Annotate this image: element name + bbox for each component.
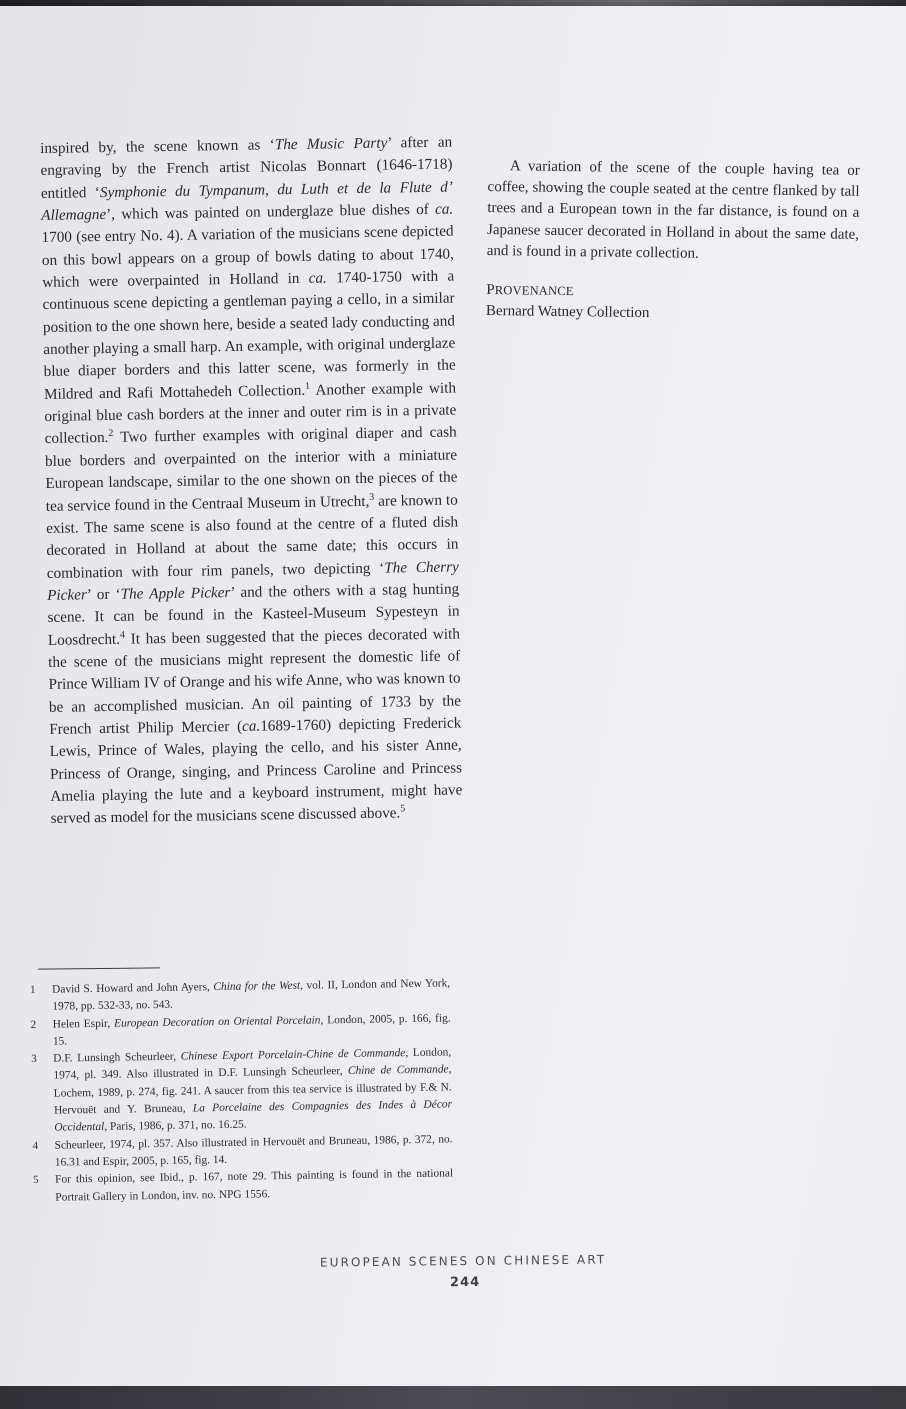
footnote-2: 2 Helen Espir, European Decoration on Oriental Porcelain, London, 2005, p. 166, fig. 15. xyxy=(30,1011,451,1048)
footnotes xyxy=(30,975,453,1206)
side-paragraph: A variation of the scene of the couple having tea or coffee, showing the couple seated at the centre flanked by tall trees and a European town in the far distance, is found on a Japanese saucer decorated in Holland in about the same date, and is found in a private collection. xyxy=(486,158,860,262)
provenance-heading: PROVENANCE xyxy=(486,282,574,299)
book-page xyxy=(0,6,906,1388)
footnote-divider xyxy=(38,967,160,969)
footnote-3: 3 D.F. Lunsingh Scheurleer, Chinese Export Porcelain-Chine de Commande, London, 1974, pl. 349. Also illustrated in D.F. Lunsingh Scheurleer, Chine de Commande, Lochem, 1989, p. 274, fig. 241. A saucer from this tea service is illustrated by F.& N. Hervouët and Y. Bruneau, La Porcelaine des Compagnies des Indes à Décor Occidental, Paris, 1986, p. 371, no. 16.25. xyxy=(31,1046,453,1135)
provenance-value: Bernard Watney Collection xyxy=(485,303,650,322)
side-text-column xyxy=(486,156,860,327)
footnote-ref-1: 1 xyxy=(305,380,311,392)
footnote-5: 5 For this opinion, see Ibid., p. 167, note 29. This painting is found in the national Portrait Gallery in London, inv. no. NPG 1556. xyxy=(33,1167,454,1204)
main-paragraph: inspired by, the scene known as ‘The Music Party’ after an engraving by the French artist Nicolas Bonnart (1646-1718) entitled ‘Symphonie du Tympanum, du Luth et de la Flute d’ Allemagne’, which was painted on underglaze blue dishes of ca. 1700 (see entry No. 4). A variation of the musicians scene depicted on this bowl appears on a group of bowls dating to about 1740, which were overpainted in Holland in ca. 1740-1750 with a continuous scene depicting a gentleman paying a cello, in a similar position to the one shown here, beside a seated lady conducting and another playing a small harp. An example, with original underglaze blue diaper borders and this latter scene, was formerly in the Mildred and Rafi Mottahedeh Collection.$^1$ Another example with original blue cash borders at the inner and outer rim is in a private collection.$^2$ Two further examples with original diaper and cash blue borders and overpainted on the interior with a miniature European landscape, similar to the one shown on the pieces of the tea service found in the Centraal Museum in Utrecht,$^3$ are known to exist. The same scene is also found at the centre of a fluted dish decorated in Holland at about the same date; this occurs in combination with four rim panels, two depicting ‘The Cherry Picker’ or ‘The Apple Picker’ and the others with a stag hunting scene. It can be found in the Kasteel-Museum Sypesteyn in Loosdrecht.$^4$ It has been suggested that the pieces decorated with the scene of the musicians might represent the domestic life of Prince William IV of Orange and his wife Anne, who was known to be an accomplished musician. An oil painting of 1733 by the French artist Philip Mercier (ca.1689-1760) depicting Frederick Lewis, Prince of Wales, playing the cello, and his sister Anne, Princess of Orange, singing, and Princess Caroline and Princess Amelia playing the lute and a keyboard instrument, might have served as model for the musicians scene discussed above.$^5$ xyxy=(40,133,463,828)
footnote-ref-2: 2 xyxy=(108,428,114,440)
footnote-4: 4 Scheurleer, 1974, pl. 357. Also illustrated in Hervouët and Bruneau, 1986, p. 372, no. 16.31 and Espir, 2005, p. 165, fig. 14. xyxy=(32,1133,453,1169)
footnote-ref-4: 4 xyxy=(119,629,126,641)
main-text-column xyxy=(40,132,463,831)
page-number: 244 xyxy=(449,1274,481,1291)
background-strip-bottom xyxy=(0,1386,906,1409)
running-footer-title: EUROPEAN SCENES ON CHINESE ART xyxy=(319,1252,607,1270)
footnote-ref-5: 5 xyxy=(400,803,406,815)
footnote-ref-3: 3 xyxy=(369,491,375,503)
footnote-1: 1 David S. Howard and John Ayers, China for the West, vol. II, London and New York, 1978, pp. 532-33, no. 543. xyxy=(30,977,451,1013)
